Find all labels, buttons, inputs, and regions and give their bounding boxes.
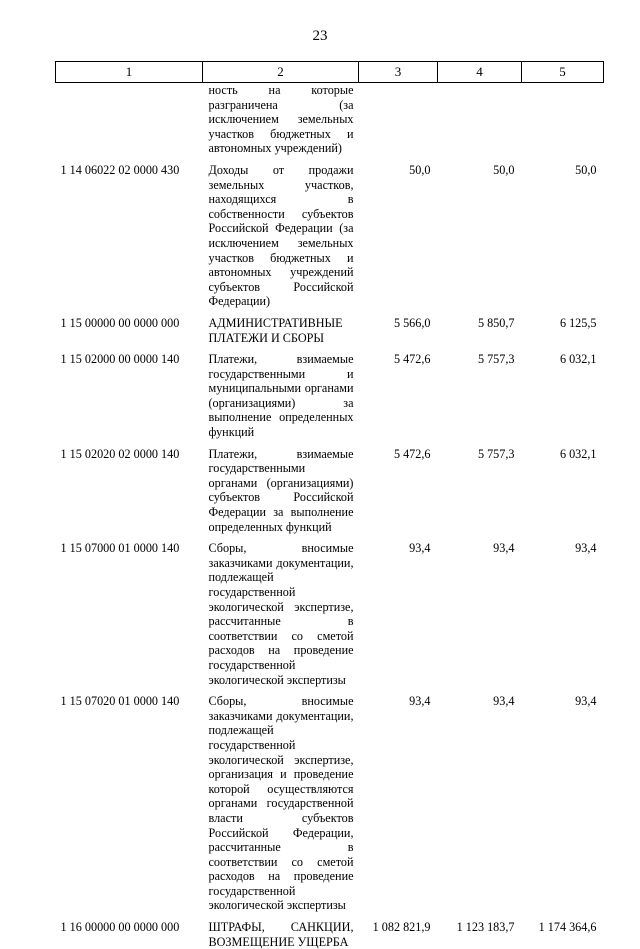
row-code: 1 14 06022 02 0000 430 (60, 162, 180, 177)
revenue-table (55, 61, 604, 949)
column-header-2: 2 (203, 62, 359, 83)
row-value-4: 5 757,3 (477, 446, 515, 461)
row-value-3: 1 082 821,9 (372, 920, 431, 935)
row-value-4: 93,4 (493, 541, 515, 556)
row-value-3: 50,0 (409, 162, 431, 177)
row-value-5: 1 174 364,6 (538, 920, 597, 935)
row-value-4: 5 850,7 (477, 315, 515, 330)
row-name: ШТРАФЫ, САНКЦИИ, ВОЗМЕЩЕНИЕ УЩЕРБА (208, 920, 354, 949)
column-header-1: 1 (56, 62, 203, 83)
row-value-3: 5 472,6 (393, 446, 431, 461)
table-row (56, 352, 604, 447)
row-value-3: 5 566,0 (393, 315, 431, 330)
row-value-3: 93,4 (409, 694, 431, 709)
row-value-5: 6 032,1 (559, 352, 597, 367)
column-header-4: 4 (438, 62, 522, 83)
row-name: Сборы, вносимые заказчиками документации, подлежащей государственной экологической экспертизе, рассчитанные в соответствии со сметой расходов на проведение государственной экологической экспертизы (208, 541, 354, 687)
row-code: 1 15 07020 01 0000 140 (60, 694, 180, 709)
row-name: Сборы, вносимые заказчиками документации, подлежащей государственной экологической экспертизе, организация и проведение которой осуществляются органами государственной власти субъектов Российской Федерации, рассчитанные в соответствии со сметой расходов на проведение государственной экологической экспертизы (208, 694, 354, 913)
row-value-3: 5 472,6 (393, 352, 431, 367)
column-header-5: 5 (522, 62, 604, 83)
row-value-3: 93,4 (409, 541, 431, 556)
column-header-3: 3 (359, 62, 438, 83)
row-value-5: 6 125,5 (559, 315, 597, 330)
row-value-4: 50,0 (493, 162, 515, 177)
page-number: 23 (312, 28, 328, 44)
table-row (56, 541, 604, 694)
row-value-5: 93,4 (575, 694, 597, 709)
row-code: 1 15 00000 00 0000 000 (60, 315, 180, 330)
table-row (56, 163, 604, 316)
row-value-5: 50,0 (575, 162, 597, 177)
row-code: 1 15 07000 01 0000 140 (60, 541, 180, 556)
row-name: Доходы от продажи земельных участков, находящихся в собственности субъектов Российской Федерации (за исключением земельных участков бюджетных и автономных учреждений субъектов Российской Федерации) (208, 162, 354, 309)
table-row (56, 83, 604, 163)
row-value-4: 1 123 183,7 (456, 920, 515, 935)
row-value-4: 93,4 (493, 694, 515, 709)
table-row (56, 920, 604, 949)
row-value-5: 93,4 (575, 541, 597, 556)
header-row (56, 62, 604, 83)
row-code: 1 16 00000 00 0000 000 (60, 920, 180, 935)
continuation-text: ность на которые разграничена (за исключением земельных участков бюджетных и автономных учреждений) (208, 83, 354, 156)
row-value-4: 5 757,3 (477, 352, 515, 367)
row-code: 1 15 02020 02 0000 140 (60, 446, 180, 461)
table-row (56, 447, 604, 542)
table-row (56, 316, 604, 352)
row-name: Платежи, взимаемые государственными органами (организациями) субъектов Российской Федерации за выполнение определенных функций (208, 446, 354, 534)
row-code: 1 15 02000 00 0000 140 (60, 352, 180, 367)
row-name: АДМИНИСТРАТИВНЫЕ ПЛАТЕЖИ И СБОРЫ (208, 315, 343, 345)
table-row (56, 694, 604, 920)
row-name: Платежи, взимаемые государственными и муниципальными органами (организациями) за выполнение определенных функций (208, 352, 354, 440)
row-value-5: 6 032,1 (559, 446, 597, 461)
